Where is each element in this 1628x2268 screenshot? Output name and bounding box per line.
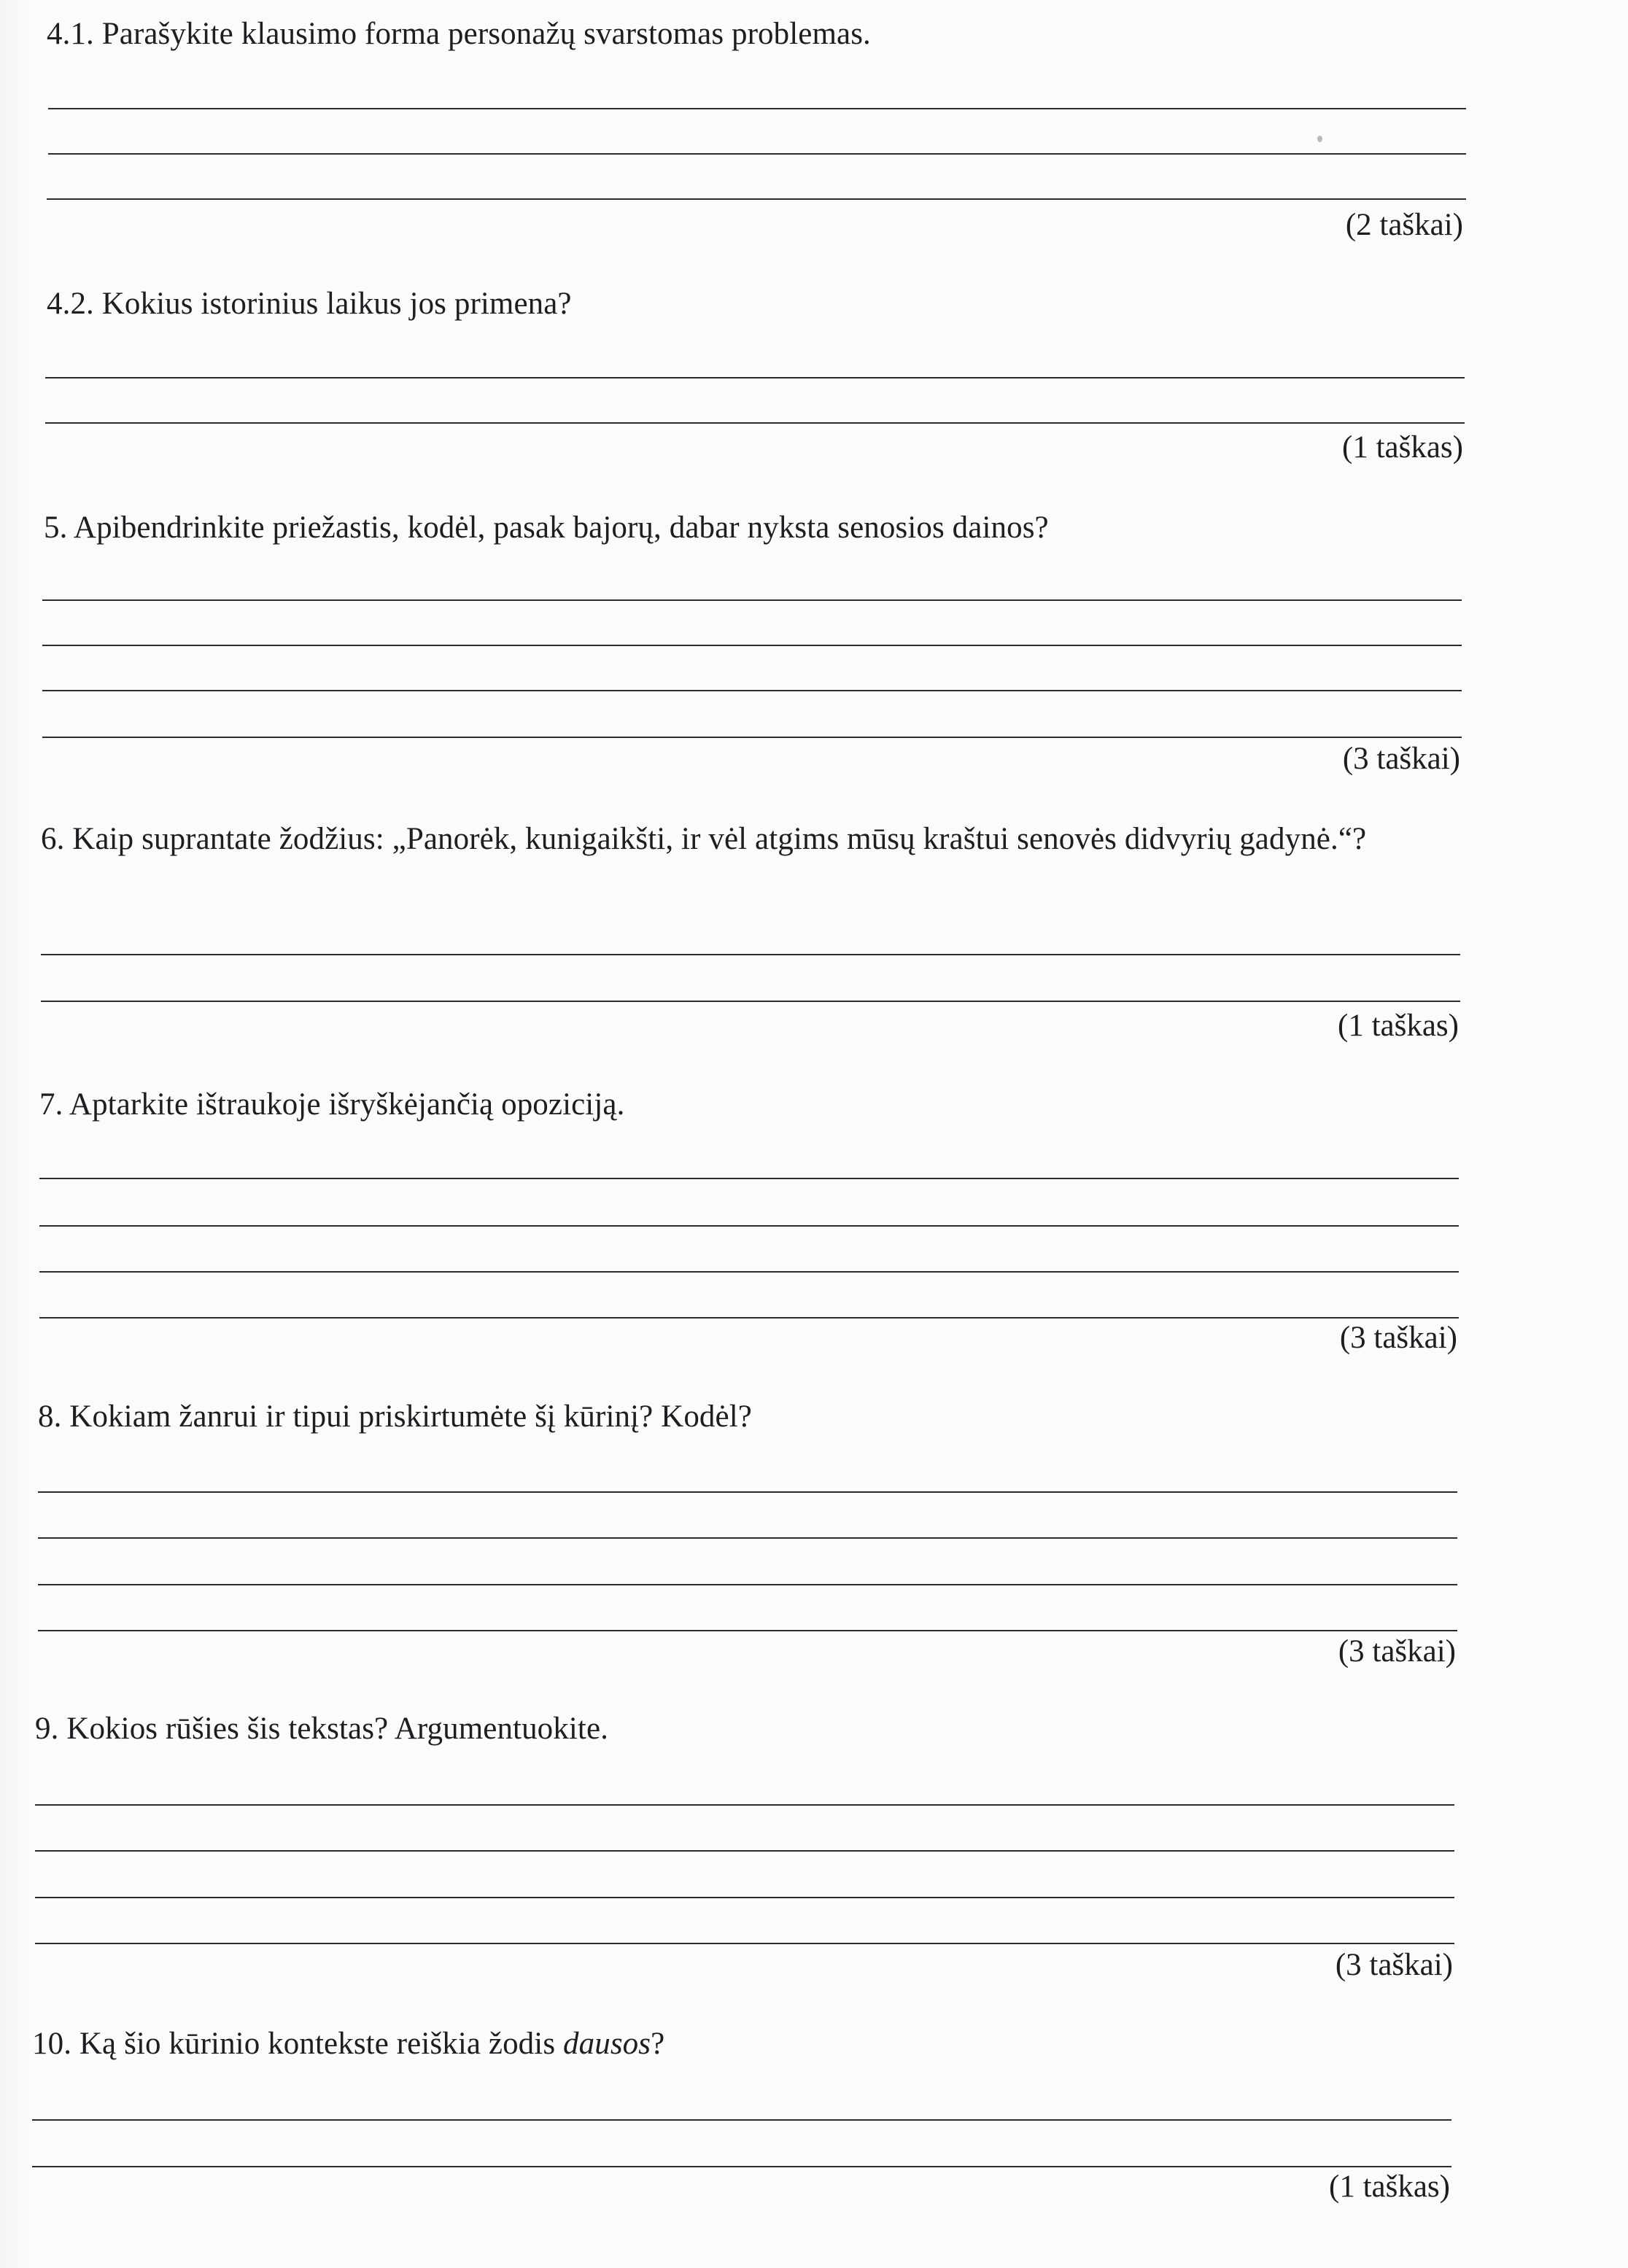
question-10-text-before: 10. Ką šio kūrinio kontekste reiškia žodis <box>32 2027 564 2061</box>
question-10-points: (1 taškas) <box>1329 2170 1450 2204</box>
question-7-points: (3 taškai) <box>1339 1321 1457 1355</box>
question-10-italic-word: dausos <box>563 2027 651 2061</box>
answer-line[interactable] <box>35 1850 1454 1852</box>
question-7-text: 7. Aptarkite ištraukoje išryškėjančią opoziciją. <box>39 1087 625 1122</box>
question-4-2-text: 4.2. Kokius istorinius laikus jos primena? <box>47 287 572 321</box>
answer-line[interactable] <box>38 1584 1457 1585</box>
answer-line[interactable] <box>48 108 1466 109</box>
answer-line[interactable] <box>35 1804 1454 1806</box>
question-10-text <box>32 2024 664 2064</box>
question-6-points: (1 taškas) <box>1338 1009 1459 1043</box>
question-8-points: (3 taškai) <box>1338 1634 1456 1669</box>
answer-line[interactable] <box>38 1491 1457 1493</box>
answer-line[interactable] <box>35 1943 1454 1944</box>
answer-line[interactable] <box>38 1630 1457 1631</box>
answer-line[interactable] <box>32 2119 1451 2121</box>
answer-line[interactable] <box>38 1537 1457 1539</box>
question-4-2-points: (1 taškas) <box>1342 430 1463 465</box>
question-4-1-text: 4.1. Parašykite klausimo forma personažų svarstomas problemas. <box>47 17 871 51</box>
question-4-1-points: (2 taškai) <box>1345 208 1463 242</box>
answer-line[interactable] <box>42 645 1462 646</box>
answer-line[interactable] <box>42 599 1462 601</box>
question-10-text-after: ? <box>651 2027 665 2061</box>
question-5-points: (3 taškai) <box>1342 742 1460 776</box>
answer-line[interactable] <box>39 1271 1459 1273</box>
answer-line[interactable] <box>42 690 1462 691</box>
answer-line[interactable] <box>48 153 1466 155</box>
answer-line[interactable] <box>35 1897 1454 1898</box>
answer-line[interactable] <box>45 377 1465 378</box>
answer-line[interactable] <box>32 2166 1451 2167</box>
answer-line[interactable] <box>47 198 1466 200</box>
answer-line[interactable] <box>39 1225 1459 1227</box>
question-9-text: 9. Kokios rūšies šis tekstas? Argumentuokite. <box>35 1712 609 1746</box>
answer-line[interactable] <box>41 1001 1460 1002</box>
question-5-text: 5. Apibendrinkite priežastis, kodėl, pasak bajorų, dabar nyksta senosios dainos? <box>44 510 1049 545</box>
answer-line[interactable] <box>42 737 1462 738</box>
answer-line[interactable] <box>41 954 1460 955</box>
paper-speck <box>1317 136 1322 142</box>
question-8-text: 8. Kokiam žanrui ir tipui priskirtumėte šį kūrinį? Kodėl? <box>38 1399 752 1434</box>
answer-line[interactable] <box>39 1178 1459 1179</box>
question-9-points: (3 taškai) <box>1335 1948 1453 1982</box>
answer-line[interactable] <box>45 422 1465 424</box>
question-6-text: 6. Kaip suprantate žodžius: „Panorėk, kunigaikšti, ir vėl atgims mūsų kraštui senovės didvyrių gadynė.“? <box>41 822 1367 856</box>
answer-line[interactable] <box>39 1317 1459 1319</box>
